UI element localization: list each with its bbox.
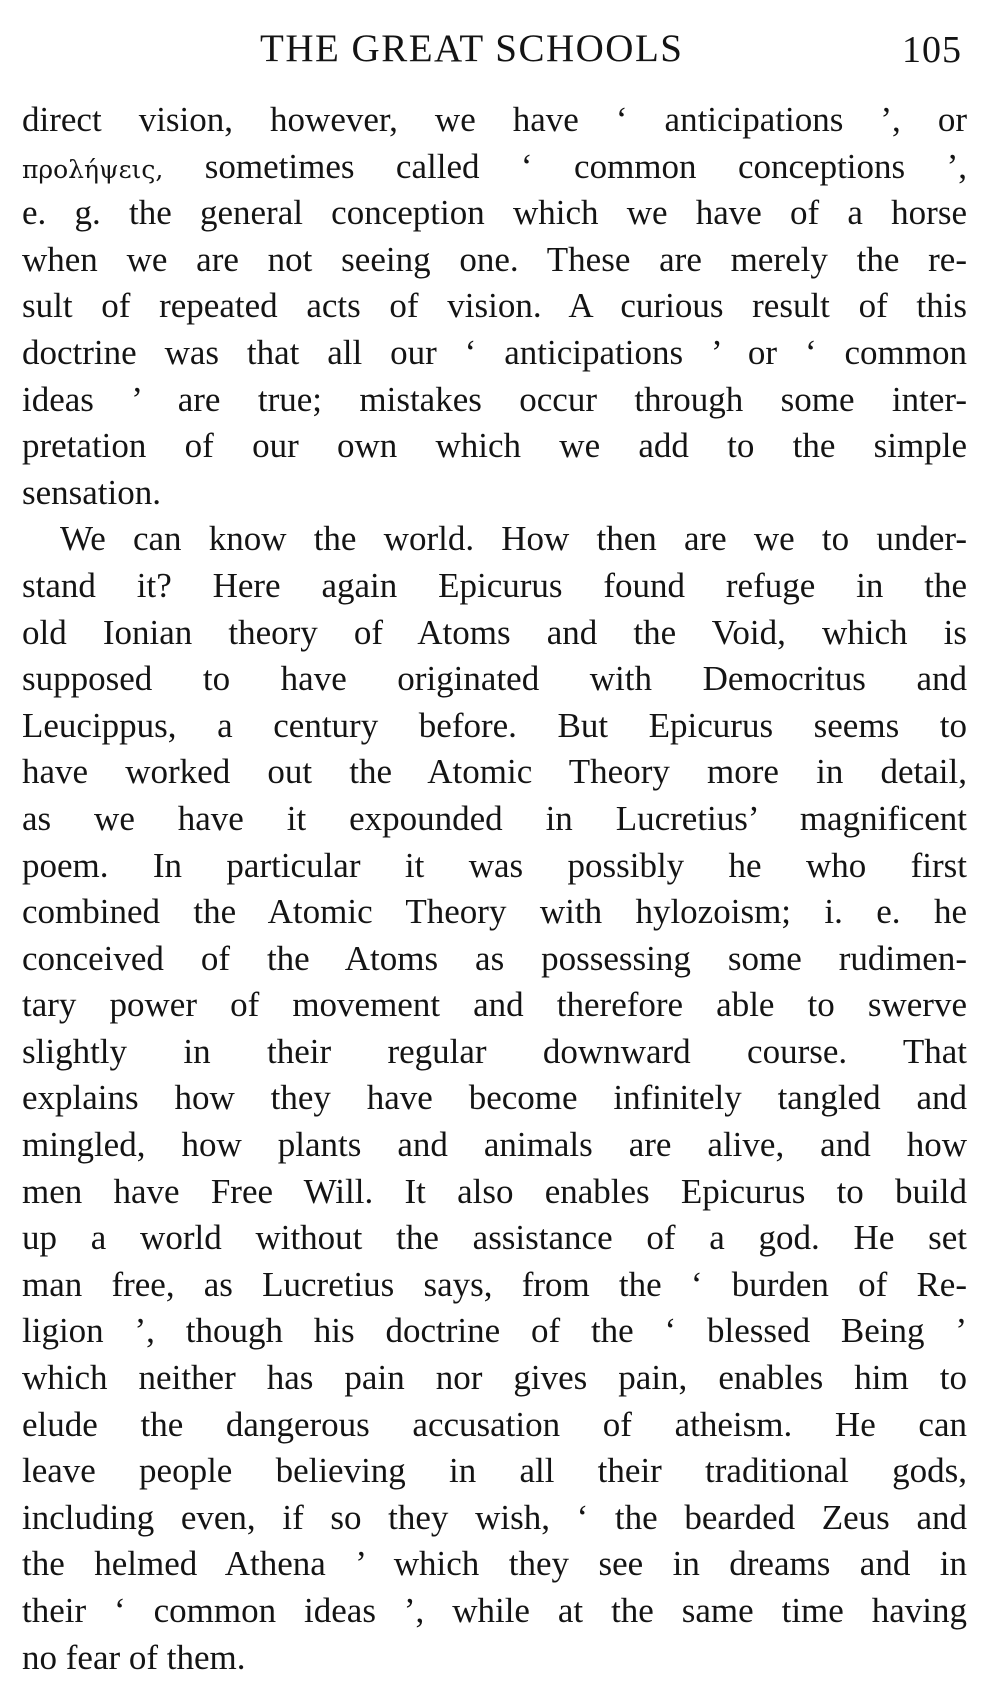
line-text: no fear of them.: [22, 1637, 246, 1677]
line-text: their ‘ common ideas ’, while at the same time having: [22, 1591, 967, 1630]
text-line: [22, 330, 967, 377]
line-text: stand it? Here again Epicurus found refuge in the: [22, 565, 967, 605]
line-text: ideas ’ are true; mistakes occur through some inter-: [22, 379, 967, 419]
line-text: sult of repeated acts of vision. A curious result of this: [22, 286, 967, 326]
line-text: direct vision, however, we have ‘ anticipations ’, or: [22, 100, 967, 139]
line-text: We can know the world. How then are we to under-: [60, 519, 967, 559]
line-text: leave people believing in all their traditional gods,: [22, 1451, 967, 1491]
text-line: [22, 97, 967, 144]
text-line: [22, 1075, 967, 1122]
line-text: pretation of our own which we add to the simple: [22, 426, 967, 466]
text-line: [22, 703, 967, 750]
line-text: which neither has pain nor gives pain, enables him to: [22, 1358, 967, 1398]
text-line: [22, 656, 967, 703]
text-line: [22, 889, 967, 936]
line-text: explains how they have become infinitely tangled and: [22, 1078, 967, 1118]
line-text: doctrine was that all our ‘ anticipations ’ or ‘ common: [22, 332, 967, 372]
text-line: [22, 563, 967, 610]
line-text: sometimes called ‘ common conceptions ’,: [163, 146, 967, 186]
text-line: [22, 796, 967, 843]
line-text: as we have it expounded in Lucretius’ magnificent: [22, 798, 967, 838]
line-text: ligion ’, though his doctrine of the ‘ blessed Being ’: [22, 1311, 967, 1351]
line-text: up a world without the assistance of a god. He set: [22, 1218, 967, 1258]
body-text: [22, 97, 967, 1681]
line-text: mingled, how plants and animals are alive, and how: [22, 1125, 967, 1165]
text-line: [22, 1262, 967, 1309]
text-line: [22, 516, 967, 563]
running-title: THE GREAT SCHOOLS: [260, 27, 684, 70]
text-line: [22, 936, 967, 983]
text-line: [22, 1308, 967, 1355]
text-line: [22, 843, 967, 890]
line-text: supposed to have originated with Democritus and: [22, 659, 967, 699]
text-line: [22, 1635, 967, 1682]
running-header: [22, 18, 962, 80]
line-text: slightly in their regular downward course. That: [22, 1031, 967, 1071]
text-line: [22, 749, 967, 796]
line-text: men have Free Will. It also enables Epicurus to build: [22, 1171, 967, 1211]
line-text: tary power of movement and therefore able to swerve: [22, 985, 967, 1025]
text-line: [22, 237, 967, 284]
line-text: e. g. the general conception which we have of a horse: [22, 193, 967, 233]
text-line: [22, 1402, 967, 1449]
text-line: [22, 610, 967, 657]
text-line: [22, 423, 967, 470]
text-line: [22, 982, 967, 1029]
text-line: [22, 1588, 967, 1635]
line-text: including even, if so they wish, ‘ the bearded Zeus and: [22, 1497, 967, 1537]
line-text: when we are not seeing one. These are merely the re-: [22, 239, 967, 279]
line-text: the helmed Athena ’ which they see in dreams and in: [22, 1544, 967, 1584]
text-line: [22, 1495, 967, 1542]
text-line: [22, 1215, 967, 1262]
text-line: [22, 1448, 967, 1495]
line-text: Leucippus, a century before. But Epicurus seems to: [22, 705, 967, 745]
text-line: [22, 1122, 967, 1169]
text-line: [22, 1355, 967, 1402]
line-text: elude the dangerous accusation of atheism. He can: [22, 1404, 967, 1444]
line-text: conceived of the Atoms as possessing some rudimen-: [22, 938, 967, 978]
text-line: [22, 190, 967, 237]
greek-term: προλήψεις,: [22, 154, 164, 184]
text-line: [22, 1541, 967, 1588]
page-number: 105: [902, 29, 962, 71]
text-line: [22, 1169, 967, 1216]
text-line: [22, 283, 967, 330]
line-text: sensation.: [22, 472, 162, 512]
text-line: [22, 470, 967, 517]
line-text: combined the Atomic Theory with hylozoism; i. e. he: [22, 892, 967, 932]
line-text: old Ionian theory of Atoms and the Void, which is: [22, 612, 967, 652]
line-text: man free, as Lucretius says, from the ‘ burden of Re-: [22, 1264, 967, 1304]
text-line: [22, 377, 967, 424]
text-line: [22, 144, 967, 191]
text-line: [22, 1029, 967, 1076]
line-text: poem. In particular it was possibly he who first: [22, 845, 967, 885]
line-text: have worked out the Atomic Theory more in detail,: [22, 752, 967, 792]
